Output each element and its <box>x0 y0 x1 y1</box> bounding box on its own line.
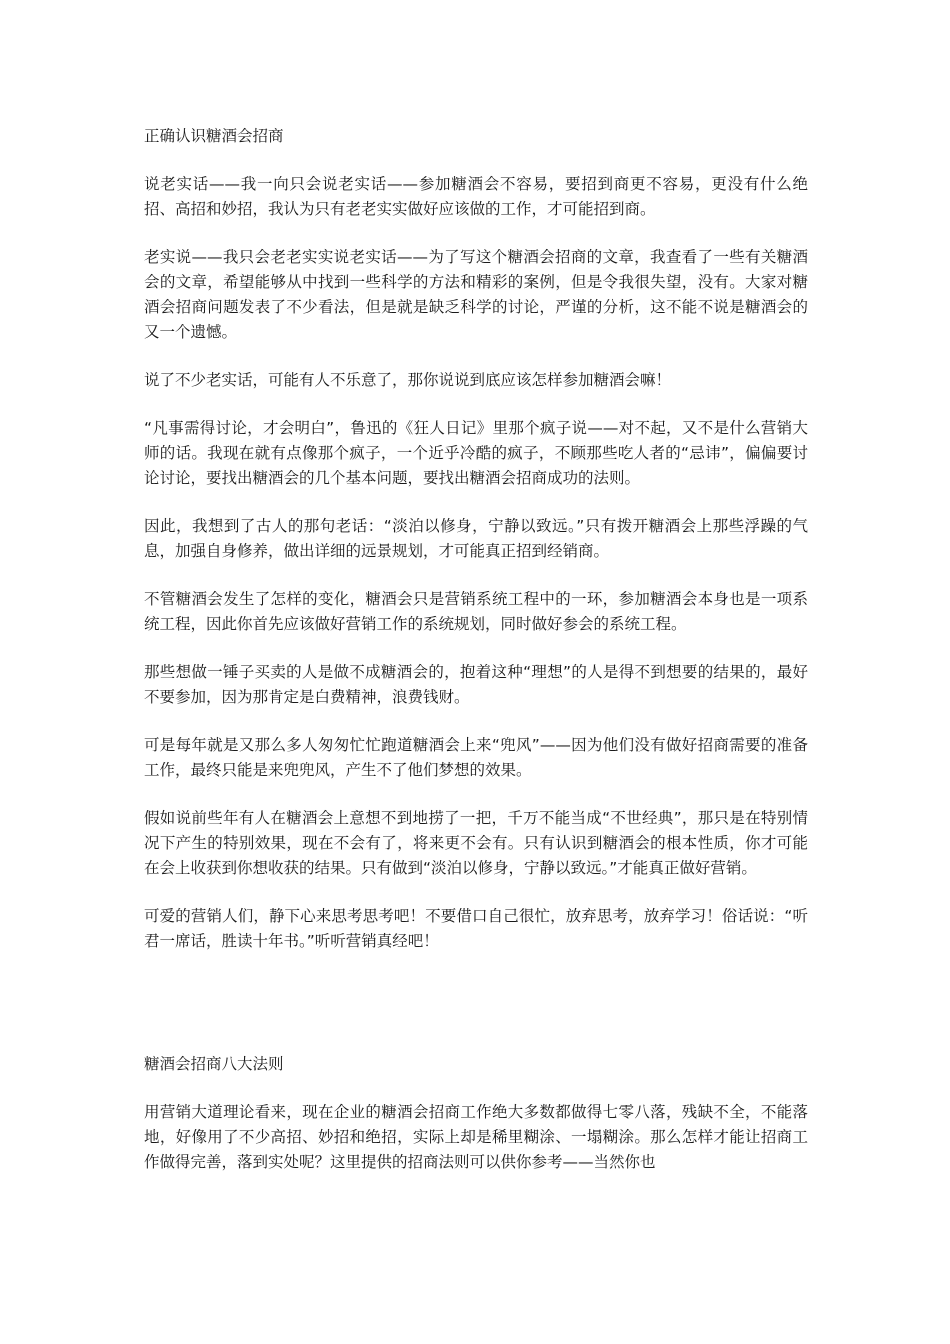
paragraph: 因此，我想到了古人的那句老话：“淡泊以修身，宁静以致远。”只有拨开糖酒会上那些浮躁的气息，加强自身修养，做出详细的远景规划，才可能真正招到经销商。 <box>144 517 808 560</box>
section-title: 糖酒会招商八大法则 <box>144 1055 284 1073</box>
paragraph: 不管糖酒会发生了怎样的变化，糖酒会只是营销系统工程中的一环，参加糖酒会本身也是一项系统工程，因此你首先应该做好营销工作的系统规划，同时做好参会的系统工程。 <box>144 590 808 633</box>
paragraph: 老实说——我只会老老实实说老实话——为了写这个糖酒会招商的文章，我查看了一些有关糖酒会的文章，希望能够从中找到一些科学的方法和精彩的案例，但是令我很失望，没有。大家对糖酒会招商问题发表了不少看法，但是就是缺乏科学的讨论，严谨的分析，这不能不说是糖酒会的又一个遗憾。 <box>144 248 808 341</box>
paragraph: “凡事需得讨论，才会明白”，鲁迅的《狂人日记》里那个疯子说——对不起，又不是什么营销大师的话。我现在就有点像那个疯子，一个近乎冷酷的疯子，不顾那些吃人者的“忌讳”，偏偏要讨论讨论，要找出糖酒会的几个基本问题，要找出糖酒会招商成功的法则。 <box>144 419 808 487</box>
paragraph: 那些想做一锤子买卖的人是做不成糖酒会的，抱着这种“理想”的人是得不到想要的结果的，最好不要参加，因为那肯定是白费精神，浪费钱财。 <box>144 663 808 706</box>
paragraph: 可爱的营销人们，静下心来思考思考吧！不要借口自己很忙，放弃思考，放弃学习！俗话说：“听君一席话，胜读十年书。”听听营销真经吧！ <box>144 907 808 950</box>
paragraph: 说了不少老实话，可能有人不乐意了，那你说说到底应该怎样参加糖酒会嘛！ <box>144 371 672 389</box>
section-title: 正确认识糖酒会招商 <box>144 127 284 145</box>
paragraph: 假如说前些年有人在糖酒会上意想不到地捞了一把，千万不能当成“不世经典”，那只是在特别情况下产生的特别效果，现在不会有了，将来更不会有。只有认识到糖酒会的根本性质，你才可能在会上收获到你想收获的结果。只有做到“淡泊以修身，宁静以致远。”才能真正做好营销。 <box>144 809 808 877</box>
document-page <box>144 124 808 1175</box>
paragraph: 可是每年就是又那么多人匆匆忙忙跑道糖酒会上来“兜风”——因为他们没有做好招商需要的准备工作，最终只能是来兜兜风，产生不了他们梦想的效果。 <box>144 736 808 779</box>
paragraph: 用营销大道理论看来，现在企业的糖酒会招商工作绝大多数都做得七零八落，残缺不全，不能落地，好像用了不少高招、妙招和绝招，实际上却是稀里糊涂、一塌糊涂。那么怎样才能让招商工作做得完善，落到实处呢？这里提供的招商法则可以供你参考——当然你也 <box>144 1103 808 1171</box>
paragraph: 说老实话——我一向只会说老实话——参加糖酒会不容易，要招到商更不容易，更没有什么绝招、高招和妙招，我认为只有老老实实做好应该做的工作，才可能招到商。 <box>144 175 808 218</box>
